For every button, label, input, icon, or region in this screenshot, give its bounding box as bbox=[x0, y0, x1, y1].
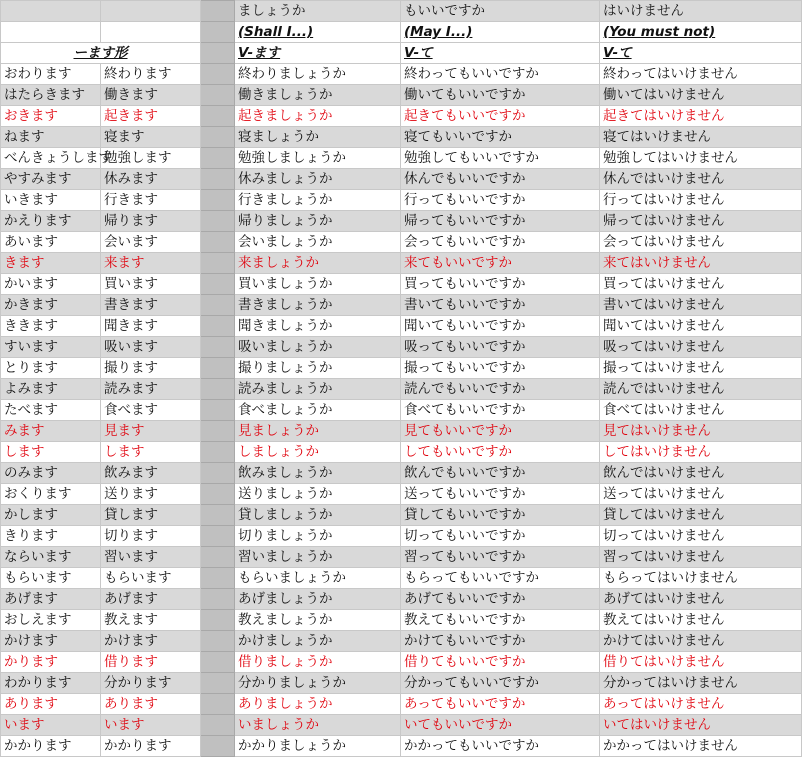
table-row bbox=[1, 442, 802, 463]
verb-kanji-cell[interactable]: 教えます bbox=[101, 610, 201, 631]
verb-plain-cell[interactable]: やすみます bbox=[1, 169, 101, 190]
must-not-cell[interactable]: 食べてはいけません bbox=[600, 400, 802, 421]
shall-i-cell[interactable]: あげましょうか bbox=[235, 589, 401, 610]
must-not-cell[interactable]: 書いてはいけません bbox=[600, 295, 802, 316]
verb-plain-cell[interactable]: きります bbox=[1, 526, 101, 547]
verb-kanji-cell[interactable]: 行きます bbox=[101, 190, 201, 211]
verb-kanji-cell[interactable]: 飲みます bbox=[101, 463, 201, 484]
may-i-cell[interactable]: あげてもいいですか bbox=[401, 589, 600, 610]
verb-plain-cell[interactable]: かけます bbox=[1, 631, 101, 652]
shall-i-cell[interactable]: 来ましょうか bbox=[235, 253, 401, 274]
shall-i-cell[interactable]: 聞きましょうか bbox=[235, 316, 401, 337]
separator-column bbox=[201, 169, 235, 190]
shall-i-cell[interactable]: ありましょうか bbox=[235, 694, 401, 715]
verb-kanji-cell[interactable]: 働きます bbox=[101, 85, 201, 106]
header-may-form[interactable]: もいいですか bbox=[401, 1, 600, 22]
separator-column bbox=[201, 358, 235, 379]
verb-kanji-cell[interactable]: 分かります bbox=[101, 673, 201, 694]
verb-kanji-cell[interactable]: 寝ます bbox=[101, 127, 201, 148]
verb-plain-cell[interactable]: いきます bbox=[1, 190, 101, 211]
may-i-cell[interactable]: 勉強してもいいですか bbox=[401, 148, 600, 169]
shall-i-cell[interactable]: 休みましょうか bbox=[235, 169, 401, 190]
must-not-cell[interactable]: 習ってはいけません bbox=[600, 547, 802, 568]
cell[interactable] bbox=[1, 22, 101, 43]
may-i-cell[interactable]: もらってもいいですか bbox=[401, 568, 600, 589]
table-row bbox=[1, 295, 802, 316]
verb-kanji-cell[interactable]: 帰ります bbox=[101, 211, 201, 232]
header-must-not-form[interactable]: はいけません bbox=[600, 1, 802, 22]
verb-plain-cell[interactable]: よみます bbox=[1, 379, 101, 400]
verb-kanji-cell[interactable]: します bbox=[101, 442, 201, 463]
may-i-cell[interactable]: 帰ってもいいですか bbox=[401, 211, 600, 232]
separator-column bbox=[201, 274, 235, 295]
table-row bbox=[1, 85, 802, 106]
shall-i-cell[interactable]: もらいましょうか bbox=[235, 568, 401, 589]
table-row bbox=[1, 652, 802, 673]
shall-i-cell[interactable]: 切りましょうか bbox=[235, 526, 401, 547]
verb-plain-cell[interactable]: べんきょうします bbox=[1, 148, 101, 169]
must-not-cell[interactable]: 教えてはいけません bbox=[600, 610, 802, 631]
must-not-cell[interactable]: かかってはいけません bbox=[600, 736, 802, 757]
verb-kanji-cell[interactable]: 聞きます bbox=[101, 316, 201, 337]
verb-plain-cell[interactable]: います bbox=[1, 715, 101, 736]
may-i-cell[interactable]: 行ってもいいですか bbox=[401, 190, 600, 211]
must-not-cell[interactable]: あげてはいけません bbox=[600, 589, 802, 610]
may-i-cell[interactable]: 撮ってもいいですか bbox=[401, 358, 600, 379]
table-row bbox=[1, 526, 802, 547]
separator-column bbox=[201, 211, 235, 232]
shall-i-cell[interactable]: 書きましょうか bbox=[235, 295, 401, 316]
table-row bbox=[1, 673, 802, 694]
shall-i-cell[interactable]: 借りましょうか bbox=[235, 652, 401, 673]
verb-plain-cell[interactable]: かします bbox=[1, 505, 101, 526]
separator-column bbox=[201, 631, 235, 652]
table-row bbox=[1, 694, 802, 715]
shall-i-cell[interactable]: 行きましょうか bbox=[235, 190, 401, 211]
shall-i-cell[interactable]: 吸いましょうか bbox=[235, 337, 401, 358]
must-not-cell[interactable]: 借りてはいけません bbox=[600, 652, 802, 673]
header-may-english[interactable]: (May I...) bbox=[401, 22, 600, 43]
may-i-cell[interactable]: 借りてもいいですか bbox=[401, 652, 600, 673]
separator-column bbox=[201, 232, 235, 253]
separator-column bbox=[201, 400, 235, 421]
separator-column bbox=[201, 442, 235, 463]
may-i-cell[interactable]: 送ってもいいですか bbox=[401, 484, 600, 505]
must-not-cell[interactable]: 来てはいけません bbox=[600, 253, 802, 274]
verb-kanji-cell[interactable]: 終わります bbox=[101, 64, 201, 85]
cell[interactable] bbox=[101, 1, 201, 22]
table-row bbox=[1, 190, 802, 211]
may-i-cell[interactable]: 会ってもいいですか bbox=[401, 232, 600, 253]
verb-plain-cell[interactable]: おくります bbox=[1, 484, 101, 505]
separator-column bbox=[201, 337, 235, 358]
table-row bbox=[1, 589, 802, 610]
shall-i-cell[interactable]: かけましょうか bbox=[235, 631, 401, 652]
may-i-cell[interactable]: 終わってもいいですか bbox=[401, 64, 600, 85]
separator-column bbox=[201, 526, 235, 547]
separator-column bbox=[201, 127, 235, 148]
table-row bbox=[1, 505, 802, 526]
verb-kanji-cell[interactable]: 撮ります bbox=[101, 358, 201, 379]
must-not-cell[interactable]: 貸してはいけません bbox=[600, 505, 802, 526]
may-i-cell[interactable]: 寝てもいいですか bbox=[401, 127, 600, 148]
must-not-cell[interactable]: 見てはいけません bbox=[600, 421, 802, 442]
header-row-stems bbox=[1, 43, 802, 64]
may-i-cell[interactable]: 来てもいいですか bbox=[401, 253, 600, 274]
may-i-cell[interactable]: 切ってもいいですか bbox=[401, 526, 600, 547]
table-row bbox=[1, 64, 802, 85]
must-not-cell[interactable]: かけてはいけません bbox=[600, 631, 802, 652]
verb-plain-cell[interactable]: とります bbox=[1, 358, 101, 379]
verb-kanji-cell[interactable]: かけます bbox=[101, 631, 201, 652]
may-i-cell[interactable]: 見てもいいですか bbox=[401, 421, 600, 442]
separator-column bbox=[201, 652, 235, 673]
verb-kanji-cell[interactable]: あります bbox=[101, 694, 201, 715]
verb-kanji-cell[interactable]: 借ります bbox=[101, 652, 201, 673]
must-not-cell[interactable]: してはいけません bbox=[600, 442, 802, 463]
table-row bbox=[1, 568, 802, 589]
table-row bbox=[1, 127, 802, 148]
must-not-cell[interactable]: 会ってはいけません bbox=[600, 232, 802, 253]
verb-kanji-cell[interactable]: 書きます bbox=[101, 295, 201, 316]
separator-column bbox=[201, 589, 235, 610]
table-row bbox=[1, 274, 802, 295]
verb-plain-cell[interactable]: かきます bbox=[1, 295, 101, 316]
shall-i-cell[interactable]: かかりましょうか bbox=[235, 736, 401, 757]
verb-kanji-cell[interactable]: 送ります bbox=[101, 484, 201, 505]
table-row bbox=[1, 169, 802, 190]
table-row bbox=[1, 148, 802, 169]
shall-i-cell[interactable]: 読みましょうか bbox=[235, 379, 401, 400]
separator-column bbox=[201, 106, 235, 127]
separator-column bbox=[201, 148, 235, 169]
shall-i-cell[interactable]: 教えましょうか bbox=[235, 610, 401, 631]
shall-i-cell[interactable]: 起きましょうか bbox=[235, 106, 401, 127]
may-i-cell[interactable]: かけてもいいですか bbox=[401, 631, 600, 652]
must-not-cell[interactable]: 起きてはいけません bbox=[600, 106, 802, 127]
verb-kanji-cell[interactable]: 起きます bbox=[101, 106, 201, 127]
must-not-cell[interactable]: 帰ってはいけません bbox=[600, 211, 802, 232]
verb-plain-cell[interactable]: かいます bbox=[1, 274, 101, 295]
must-not-cell[interactable]: 働いてはいけません bbox=[600, 85, 802, 106]
separator-column bbox=[201, 295, 235, 316]
separator-column bbox=[201, 463, 235, 484]
table-row bbox=[1, 631, 802, 652]
header-shall-form[interactable]: ましょうか bbox=[235, 1, 401, 22]
may-i-cell[interactable]: 書いてもいいですか bbox=[401, 295, 600, 316]
must-not-cell[interactable]: 切ってはいけません bbox=[600, 526, 802, 547]
separator-column bbox=[201, 253, 235, 274]
cell[interactable] bbox=[101, 22, 201, 43]
verb-plain-cell[interactable]: みます bbox=[1, 421, 101, 442]
table-row bbox=[1, 610, 802, 631]
shall-i-cell[interactable]: 送りましょうか bbox=[235, 484, 401, 505]
may-i-cell[interactable]: 飲んでもいいですか bbox=[401, 463, 600, 484]
verb-plain-cell[interactable]: おわります bbox=[1, 64, 101, 85]
table-row bbox=[1, 400, 802, 421]
shall-i-cell[interactable]: 食べましょうか bbox=[235, 400, 401, 421]
must-not-cell[interactable]: 送ってはいけません bbox=[600, 484, 802, 505]
shall-i-cell[interactable]: 習いましょうか bbox=[235, 547, 401, 568]
may-i-cell[interactable]: 食べてもいいですか bbox=[401, 400, 600, 421]
must-not-cell[interactable]: いてはいけません bbox=[600, 715, 802, 736]
table-row bbox=[1, 232, 802, 253]
verb-plain-cell[interactable]: します bbox=[1, 442, 101, 463]
must-not-cell[interactable]: 吸ってはいけません bbox=[600, 337, 802, 358]
shall-i-cell[interactable]: 勉強しましょうか bbox=[235, 148, 401, 169]
may-i-cell[interactable]: 吸ってもいいですか bbox=[401, 337, 600, 358]
verb-kanji-cell[interactable]: 習います bbox=[101, 547, 201, 568]
table-row bbox=[1, 736, 802, 757]
must-not-cell[interactable]: 勉強してはいけません bbox=[600, 148, 802, 169]
verb-kanji-cell[interactable]: もらいます bbox=[101, 568, 201, 589]
may-i-cell[interactable]: いてもいいですか bbox=[401, 715, 600, 736]
verb-plain-cell[interactable]: あげます bbox=[1, 589, 101, 610]
verb-plain-cell[interactable]: ききます bbox=[1, 316, 101, 337]
header-row-english bbox=[1, 22, 802, 43]
table-row bbox=[1, 421, 802, 442]
must-not-cell[interactable]: 寝てはいけません bbox=[600, 127, 802, 148]
separator-column bbox=[201, 715, 235, 736]
may-i-cell[interactable]: かかってもいいですか bbox=[401, 736, 600, 757]
table-row bbox=[1, 484, 802, 505]
shall-i-cell[interactable]: しましょうか bbox=[235, 442, 401, 463]
verb-plain-cell[interactable]: おきます bbox=[1, 106, 101, 127]
verb-plain-cell[interactable]: おしえます bbox=[1, 610, 101, 631]
must-not-cell[interactable]: 休んではいけません bbox=[600, 169, 802, 190]
separator-column bbox=[201, 736, 235, 757]
verb-plain-cell[interactable]: もらいます bbox=[1, 568, 101, 589]
verb-plain-cell[interactable]: たべます bbox=[1, 400, 101, 421]
table-row bbox=[1, 316, 802, 337]
must-not-cell[interactable]: 分かってはいけません bbox=[600, 673, 802, 694]
verb-plain-cell[interactable]: ならいます bbox=[1, 547, 101, 568]
verb-kanji-cell[interactable]: かかります bbox=[101, 736, 201, 757]
may-i-cell[interactable]: 貸してもいいですか bbox=[401, 505, 600, 526]
shall-i-cell[interactable]: 見ましょうか bbox=[235, 421, 401, 442]
may-i-cell[interactable]: してもいいですか bbox=[401, 442, 600, 463]
shall-i-cell[interactable]: 買いましょうか bbox=[235, 274, 401, 295]
shall-i-cell[interactable]: 寝ましょうか bbox=[235, 127, 401, 148]
verb-kanji-cell[interactable]: あげます bbox=[101, 589, 201, 610]
verb-plain-cell[interactable]: かります bbox=[1, 652, 101, 673]
verb-kanji-cell[interactable]: 勉強します bbox=[101, 148, 201, 169]
may-i-cell[interactable]: 分かってもいいですか bbox=[401, 673, 600, 694]
separator-column bbox=[201, 694, 235, 715]
separator-column bbox=[201, 22, 235, 43]
separator-column bbox=[201, 1, 235, 22]
may-i-cell[interactable]: 聞いてもいいですか bbox=[401, 316, 600, 337]
header-may-stem[interactable]: V-て bbox=[401, 43, 600, 64]
must-not-cell[interactable]: 行ってはいけません bbox=[600, 190, 802, 211]
shall-i-cell[interactable]: 終わりましょうか bbox=[235, 64, 401, 85]
must-not-cell[interactable]: もらってはいけません bbox=[600, 568, 802, 589]
must-not-cell[interactable]: 聞いてはいけません bbox=[600, 316, 802, 337]
shall-i-cell[interactable]: 飲みましょうか bbox=[235, 463, 401, 484]
separator-column bbox=[201, 673, 235, 694]
separator-column bbox=[201, 85, 235, 106]
verb-kanji-cell[interactable]: 見ます bbox=[101, 421, 201, 442]
table-row bbox=[1, 547, 802, 568]
verb-plain-cell[interactable]: はたらきます bbox=[1, 85, 101, 106]
separator-column bbox=[201, 43, 235, 64]
separator-column bbox=[201, 190, 235, 211]
verb-kanji-cell[interactable]: 会います bbox=[101, 232, 201, 253]
must-not-cell[interactable]: 終わってはいけません bbox=[600, 64, 802, 85]
shall-i-cell[interactable]: いましょうか bbox=[235, 715, 401, 736]
verb-kanji-cell[interactable]: 吸います bbox=[101, 337, 201, 358]
table-row bbox=[1, 379, 802, 400]
header-must-not-stem[interactable]: V-て bbox=[600, 43, 802, 64]
may-i-cell[interactable]: あってもいいですか bbox=[401, 694, 600, 715]
table-row bbox=[1, 253, 802, 274]
separator-column bbox=[201, 421, 235, 442]
separator-column bbox=[201, 610, 235, 631]
header-row-forms bbox=[1, 1, 802, 22]
table-row bbox=[1, 715, 802, 736]
separator-column bbox=[201, 379, 235, 400]
table-row bbox=[1, 358, 802, 379]
verb-plain-cell[interactable]: のみます bbox=[1, 463, 101, 484]
table-row bbox=[1, 463, 802, 484]
header-shall-stem[interactable]: V-ます bbox=[235, 43, 401, 64]
may-i-cell[interactable]: 買ってもいいですか bbox=[401, 274, 600, 295]
shall-i-cell[interactable]: 分かりましょうか bbox=[235, 673, 401, 694]
may-i-cell[interactable]: 読んでもいいですか bbox=[401, 379, 600, 400]
verb-plain-cell[interactable]: ねます bbox=[1, 127, 101, 148]
verb-kanji-cell[interactable]: 読みます bbox=[101, 379, 201, 400]
verb-plain-cell[interactable]: かかります bbox=[1, 736, 101, 757]
header-must-not-english[interactable]: (You must not) bbox=[600, 22, 802, 43]
may-i-cell[interactable]: 働いてもいいですか bbox=[401, 85, 600, 106]
must-not-cell[interactable]: 読んではいけません bbox=[600, 379, 802, 400]
verb-plain-cell[interactable]: あいます bbox=[1, 232, 101, 253]
verb-kanji-cell[interactable]: 貸します bbox=[101, 505, 201, 526]
shall-i-cell[interactable]: 撮りましょうか bbox=[235, 358, 401, 379]
separator-column bbox=[201, 484, 235, 505]
header-masu-form[interactable]: ーます形 bbox=[1, 43, 201, 64]
must-not-cell[interactable]: 買ってはいけません bbox=[600, 274, 802, 295]
verb-kanji-cell[interactable]: 休みます bbox=[101, 169, 201, 190]
verb-kanji-cell[interactable]: 買います bbox=[101, 274, 201, 295]
verb-kanji-cell[interactable]: 来ます bbox=[101, 253, 201, 274]
cell[interactable] bbox=[1, 1, 101, 22]
may-i-cell[interactable]: 教えてもいいですか bbox=[401, 610, 600, 631]
verb-kanji-cell[interactable]: 切ります bbox=[101, 526, 201, 547]
verb-plain-cell[interactable]: わかります bbox=[1, 673, 101, 694]
shall-i-cell[interactable]: 帰りましょうか bbox=[235, 211, 401, 232]
table-row bbox=[1, 211, 802, 232]
separator-column bbox=[201, 505, 235, 526]
may-i-cell[interactable]: 休んでもいいですか bbox=[401, 169, 600, 190]
table-row bbox=[1, 106, 802, 127]
verb-plain-cell[interactable]: すいます bbox=[1, 337, 101, 358]
verb-plain-cell[interactable]: かえります bbox=[1, 211, 101, 232]
shall-i-cell[interactable]: 働きましょうか bbox=[235, 85, 401, 106]
may-i-cell[interactable]: 習ってもいいですか bbox=[401, 547, 600, 568]
verb-kanji-cell[interactable]: 食べます bbox=[101, 400, 201, 421]
separator-column bbox=[201, 64, 235, 85]
must-not-cell[interactable]: 飲んではいけません bbox=[600, 463, 802, 484]
shall-i-cell[interactable]: 貸しましょうか bbox=[235, 505, 401, 526]
verb-plain-cell[interactable]: あります bbox=[1, 694, 101, 715]
shall-i-cell[interactable]: 会いましょうか bbox=[235, 232, 401, 253]
must-not-cell[interactable]: あってはいけません bbox=[600, 694, 802, 715]
header-shall-english[interactable]: (Shall I...) bbox=[235, 22, 401, 43]
table-row bbox=[1, 337, 802, 358]
separator-column bbox=[201, 316, 235, 337]
verb-kanji-cell[interactable]: います bbox=[101, 715, 201, 736]
verb-plain-cell[interactable]: きます bbox=[1, 253, 101, 274]
may-i-cell[interactable]: 起きてもいいですか bbox=[401, 106, 600, 127]
must-not-cell[interactable]: 撮ってはいけません bbox=[600, 358, 802, 379]
separator-column bbox=[201, 568, 235, 589]
separator-column bbox=[201, 547, 235, 568]
